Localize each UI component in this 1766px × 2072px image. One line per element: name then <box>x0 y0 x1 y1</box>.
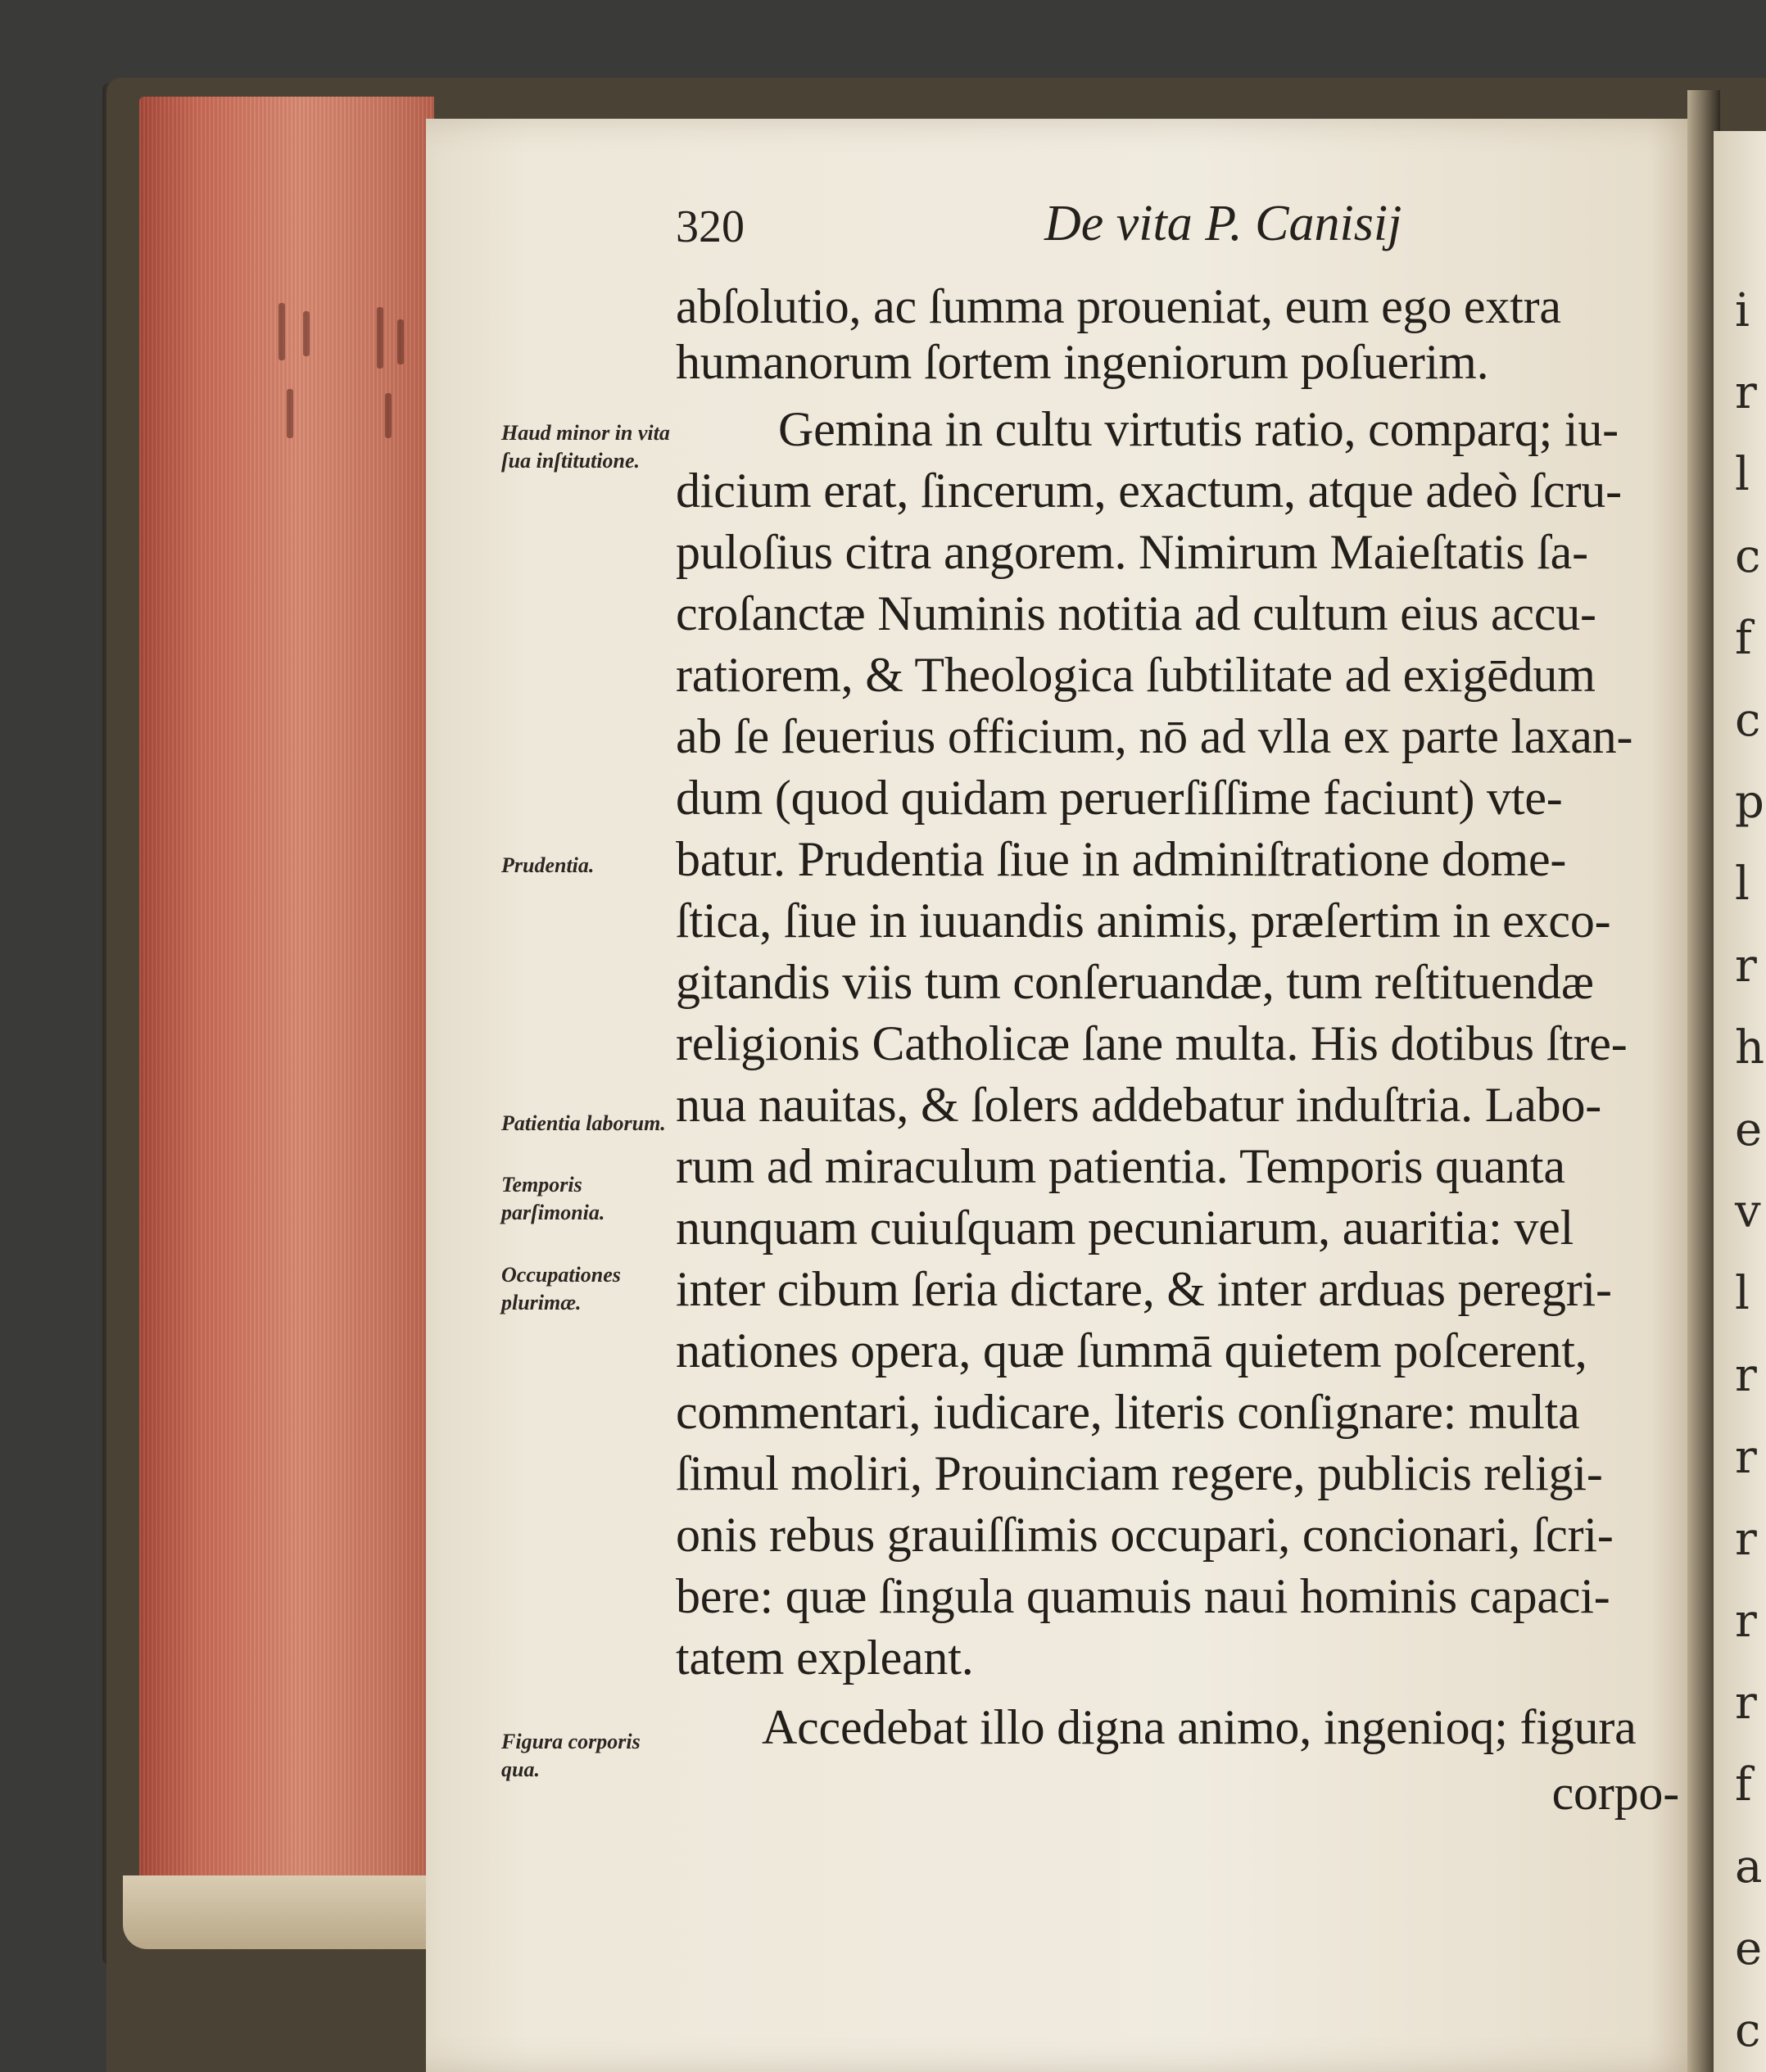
marginal-note: Haud minor in vita ſua inſtitutione. <box>501 421 670 473</box>
facing-page-letter: a <box>1735 1840 1763 1893</box>
facing-page-letter: c <box>1735 530 1761 583</box>
text-line: religionis Catholicæ ſane multa. His dotibus ſtre- <box>676 1016 1628 1070</box>
facing-page-letter: i <box>1735 284 1750 337</box>
facing-page-letter: r <box>1735 1349 1757 1402</box>
facing-page-letter: r <box>1735 1513 1757 1566</box>
facing-page-letter: l <box>1735 1267 1750 1320</box>
page-stack-bottom <box>123 1875 459 1949</box>
text-line: croſanctæ Numinis notitia ad cultum eius accu- <box>676 586 1596 640</box>
facing-page-letter: f <box>1735 612 1752 665</box>
text-line: nationes opera, quæ ſummā quietem poſcerent, <box>676 1323 1587 1378</box>
text-line: ab ſe ſeuerius officium, nō ad vlla ex parte laxan- <box>676 709 1633 763</box>
facing-page-letter: v <box>1735 1185 1761 1238</box>
text-line: ratiorem, & Theologica ſubtilitate ad exigēdum <box>676 648 1596 702</box>
text-line: commentari, iudicare, literis conſignare: multa <box>676 1385 1580 1439</box>
facing-page-letter: r <box>1735 939 1757 993</box>
facing-page-letter: r <box>1735 366 1757 419</box>
marginal-note: Prudentia. <box>501 853 595 877</box>
text-line: ſtica, ſiue in iuuandis animis, præſertim in exco- <box>676 893 1611 948</box>
facing-page-letter: r <box>1735 1595 1757 1648</box>
marginal-note: Temporis parſimonia. <box>501 1173 605 1224</box>
facing-page-letter: p <box>1735 776 1764 829</box>
marginal-note: Figura corporis qua. <box>501 1730 641 1781</box>
facing-page-letter: c <box>1735 2004 1761 2057</box>
text-line: gitandis viis tum conſeruandæ, tum reſtituendæ <box>676 955 1594 1009</box>
facing-page-letter: l <box>1735 857 1750 911</box>
marginal-note: Patientia laborum. <box>501 1111 666 1135</box>
facing-page-letter: r <box>1735 1431 1757 1484</box>
facing-page-letter: h <box>1735 1021 1765 1074</box>
facing-page-letter: l <box>1735 448 1750 501</box>
running-head: De vita P. Canisij <box>1044 196 1402 251</box>
text-line: nunquam cuiuſquam pecuniarum, auaritia: vel <box>676 1201 1574 1255</box>
text-line: humanorum ſortem ingeniorum poſuerim. <box>676 335 1489 389</box>
facing-page-letter: c <box>1735 694 1761 747</box>
marginal-note: Occupationes plurimæ. <box>501 1263 621 1314</box>
facing-page-letter: e <box>1735 1103 1763 1156</box>
text-line: bere: quæ ſingula quamuis naui hominis capaci- <box>676 1569 1610 1623</box>
text-line: ſimul moliri, Prouinciam regere, publicis religi- <box>676 1446 1603 1500</box>
text-line: tatem expleant. <box>676 1631 974 1685</box>
text-line: batur. Prudentia ſiue in adminiſtratione dome- <box>676 832 1567 886</box>
edge-ink-marks <box>254 295 418 459</box>
text-line: Gemina in cultu virtutis ratio, comparq; iu- <box>778 402 1619 456</box>
page-number: 320 <box>676 201 745 252</box>
text-line: nua nauitas, & ſolers addebatur induſtria. Labo- <box>676 1078 1602 1132</box>
text-line: Accedebat illo digna animo, ingenioq; figura <box>762 1700 1637 1754</box>
text-line: inter cibum ſeria dictare, & inter arduas peregri- <box>676 1262 1612 1316</box>
text-line: dicium erat, ſincerum, exactum, atque adeò ſcru- <box>676 464 1622 518</box>
facing-page-letter: e <box>1735 1922 1763 1975</box>
facing-page-letters <box>1735 270 1766 2072</box>
text-line: abſolutio, ac ſumma proueniat, eum ego extra <box>676 279 1561 333</box>
catchword: corpo- <box>1551 1766 1679 1820</box>
facing-page-letter: f <box>1735 1758 1752 1812</box>
text-line: onis rebus grauiſſimis occupari, concionari, ſcri- <box>676 1508 1614 1562</box>
text-line: rum ad miraculum patientia. Temporis quanta <box>676 1139 1565 1193</box>
facing-page-letter: r <box>1735 1676 1757 1730</box>
text-line: puloſius citra angorem. Nimirum Maieſtatis ſa- <box>676 525 1588 579</box>
text-line: dum (quod quidam peruerſiſſime faciunt) vte- <box>676 771 1563 825</box>
